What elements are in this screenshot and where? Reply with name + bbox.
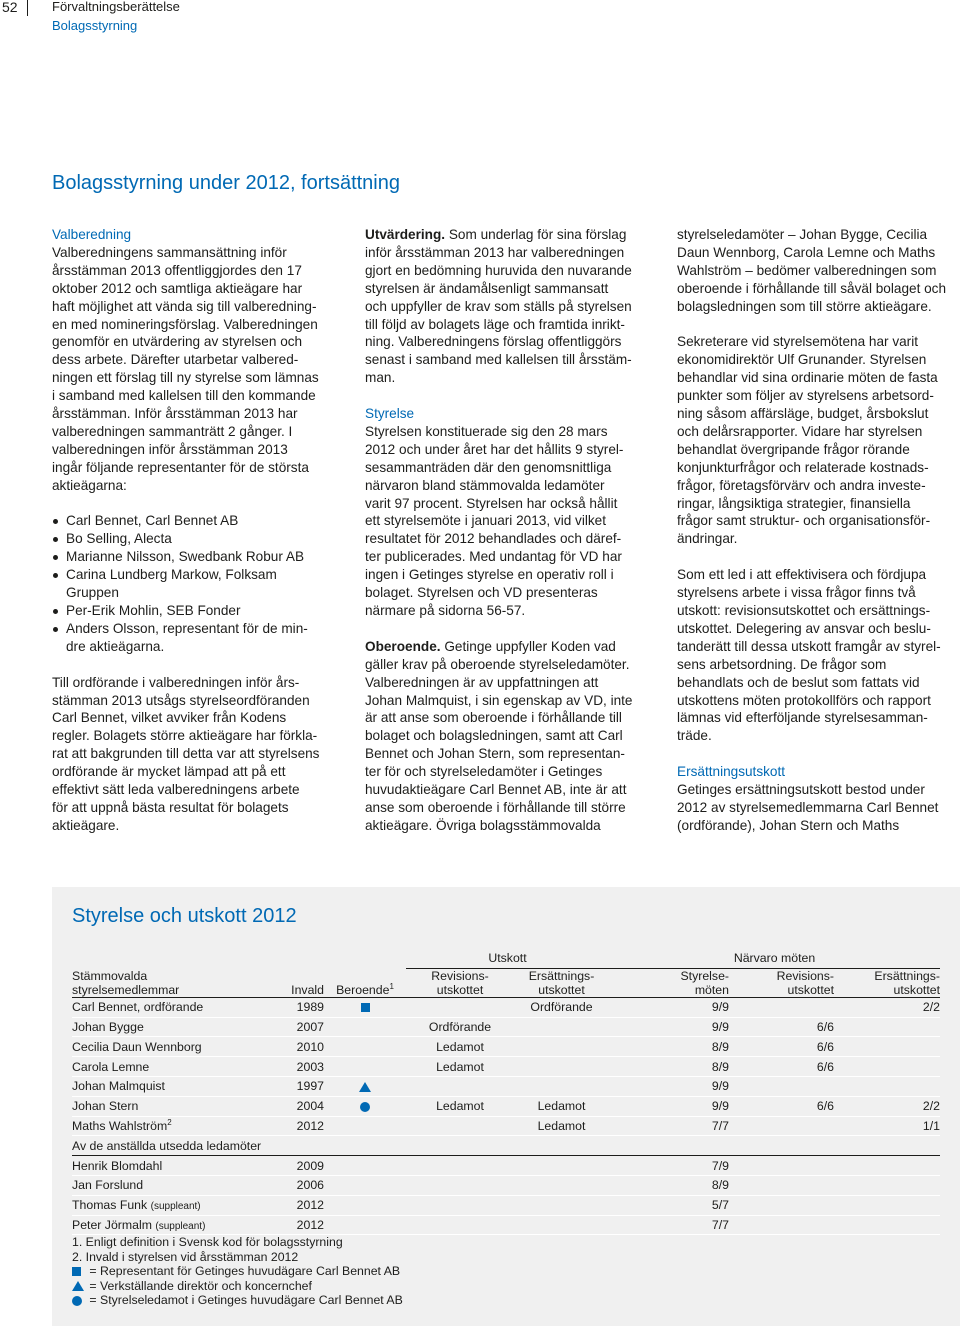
text-line: gäller krav på oberoende styrelseledamöter. bbox=[365, 656, 630, 672]
text-line: närmare på sidorna 56-57. bbox=[365, 603, 526, 619]
text-line: valberedningen sammanträtt 2 gånger. I bbox=[52, 423, 293, 439]
column-header-row bbox=[72, 968, 940, 997]
text-line: är att anse som oberoende i förhållande till bbox=[365, 710, 622, 726]
text-line: gjort en bedömning huruvida den nuvarande bbox=[365, 262, 632, 278]
oberoende-continued-text bbox=[677, 226, 960, 316]
name-header: Stämmovalda styrelsemedlemmar bbox=[72, 968, 240, 997]
text-line: bolagsledningen som till större aktieägare. bbox=[677, 298, 932, 314]
text-line: punkter som följer av styrelsens arbetsord- bbox=[677, 388, 934, 404]
bullet-icon bbox=[53, 537, 58, 542]
text-line: träde. bbox=[677, 728, 712, 744]
oberoende-text: Oberoende. Getinge uppfyller Koden vad gäller krav på oberoende styrelseledamöter. Valberedningen är av uppfattningen att Johan Malmquist, i sin egenskap av VD, inte är att anse som oberoende i förhållande till bolaget och bolagsledningen, samt att Carl Bennet och Johan Stern, som representan- ter för och styrelseledamöter i Getinges huvudaktieägare Carl Bennet AB, inte är att anse som oberoende i förhållande till större aktieägare. Övriga bolagsstämmovalda bbox=[365, 638, 655, 835]
text-line: styrelsens arbete i vissa frågor finns två bbox=[677, 585, 916, 601]
table-title: Styrelse och utskott 2012 bbox=[72, 905, 297, 927]
text-line: Carl Bennet, vilket avviker från Kodens bbox=[52, 710, 287, 726]
board-table bbox=[72, 949, 940, 1235]
text-line: 2012 av styrelsemedlemmarna Carl Bennet bbox=[677, 799, 939, 815]
text-line: närvaron bland stämmovalda ledamöter bbox=[365, 477, 605, 493]
list-item: Carina Lundberg Markow, Folksam Gruppen bbox=[52, 566, 344, 602]
text-line: aktieägarna: bbox=[52, 477, 127, 493]
text-line: valberedningen inför årsstämman 2013 bbox=[52, 441, 288, 457]
text-line: och uppfyller de krav som ställs på styrelsen bbox=[365, 298, 632, 314]
utvardering-label: Utvärdering. bbox=[365, 227, 446, 242]
text-line: ter för och styrelseledamöter i Getinges bbox=[365, 764, 603, 780]
utskott-text bbox=[677, 566, 960, 745]
text-line: lämnas vid efterföljande styrelsesamman- bbox=[677, 710, 928, 726]
text-line: anse som oberoende i förhållande till större bbox=[365, 799, 626, 815]
narvaro-group-header: Närvaro möten bbox=[609, 949, 940, 968]
table-row: Carola Lemne 2003 Ledamot 8/9 6/6 bbox=[72, 1057, 940, 1077]
text-line: och delårsrapporter. Vidare har styrelsen bbox=[677, 423, 923, 439]
square-icon bbox=[72, 1267, 81, 1276]
text-line: ingår följande representanter för de största bbox=[52, 459, 309, 475]
invald-header: Invald bbox=[240, 968, 324, 997]
footnote: 1. Enligt definition i Svensk kod för bolagsstyrning bbox=[72, 1235, 343, 1249]
table-row: Johan Bygge 2007 Ordförande 9/9 6/6 bbox=[72, 1017, 940, 1037]
styrelse-text bbox=[365, 423, 655, 620]
text-line: ning såsom affärsläge, budget, årsbokslut bbox=[677, 406, 929, 422]
styrelsemoten-header: Styrelse- möten bbox=[609, 968, 729, 997]
subsection-name: Bolagsstyrning bbox=[52, 18, 138, 33]
text-line: utskottet. Delegering av ansvar och beslu- bbox=[677, 620, 931, 636]
text-line: Johan Malmquist, i sin egenskap av VD, inte bbox=[365, 692, 633, 708]
text-line: inför årsstämman 2013 har valberedningen bbox=[365, 244, 625, 260]
text-line: behandlat övergripande frågor rörande bbox=[677, 441, 910, 457]
text-line: Till ordförande i valberedningen inför års- bbox=[52, 674, 300, 690]
table-row: Peter Jörmalm (suppleant) 2012 7/7 bbox=[72, 1215, 940, 1235]
text-line: årsstämman 2013 offentliggjordes den 17 bbox=[52, 262, 302, 278]
triangle-icon bbox=[359, 1082, 371, 1092]
table-row: Johan Malmquist 1997 9/9 bbox=[72, 1076, 940, 1096]
table-row: Jan Forslund 2006 8/9 bbox=[72, 1175, 940, 1195]
section-name: Förvaltningsberättelse bbox=[52, 0, 180, 14]
table-row: Henrik Blomdahl 2009 7/9 bbox=[72, 1156, 940, 1176]
beroende-header: Beroende$^1$ bbox=[324, 968, 406, 997]
sekreterare-text bbox=[677, 333, 960, 548]
text-line: styrelseledamöter – Johan Bygge, Cecilia bbox=[677, 227, 928, 242]
text-line: aktieägare. Övriga bolagsstämmovalda bbox=[365, 817, 601, 833]
text-line: utskott: revisionsutskottet och ersättnings- bbox=[677, 603, 931, 618]
text-line: Wahlström – bedömer valberedningen som bbox=[677, 262, 937, 278]
text-line: huvudaktieägare Carl Bennet AB, inte är att bbox=[365, 782, 627, 798]
narvaro-ersattningsutskott-header: Ersättnings- utskottet bbox=[834, 968, 940, 997]
text-line: ningen ett förslag till ny styrelse som lämnas bbox=[52, 370, 319, 386]
text-line: ter publicerades. Med undantag för VD har bbox=[365, 549, 622, 565]
square-icon bbox=[361, 1003, 370, 1012]
text-line: 2012 och under året har det hållits 9 styrel- bbox=[365, 441, 624, 457]
text-line: Valberedningen är av uppfattningen att bbox=[365, 674, 599, 690]
page-number: 52 bbox=[2, 0, 18, 15]
text-line: sesammanträden där den genomsnittliga bbox=[365, 459, 612, 475]
valberedning-text bbox=[52, 244, 344, 495]
text-line: regler. Bolagets större aktieägare har förkla- bbox=[52, 728, 318, 744]
ersattningsutskott-heading: Ersättningsutskott bbox=[677, 764, 786, 780]
text-line: tanderätt till dessa utskott framgår av styrel- bbox=[677, 638, 941, 654]
text-line: utskottens möten protokollförs och rapport bbox=[677, 692, 931, 708]
text-line: ingen i Getinges styrelse en operativ roll i bbox=[365, 567, 614, 583]
text-line: konjunkturfrågor och relaterade kostnads- bbox=[677, 459, 929, 475]
employee-group-row bbox=[72, 1136, 940, 1156]
text-line: senast i samband med kallelsen till årsstäm- bbox=[365, 352, 632, 368]
ersattningsutskott-text bbox=[677, 781, 960, 835]
text-line: Daun Wennborg, Carola Lemne och Maths bbox=[677, 244, 936, 260]
text-line: aktieägare. bbox=[52, 817, 120, 833]
utvardering-text: Utvärdering. Som underlag för sina förslag inför årsstämman 2013 har valberedningen gjort en bedömning huruvida den nuvarande styrelsen är ändamålsenligt sammansatt och uppfyller de krav som ställs på styrelsen till följd av bolagets läge och framtida inrikt- ning. Valberedningens förslag offentliggörs senast i samband med kallelsen till årsstäm- man. bbox=[365, 226, 655, 387]
text-line: haft möjlighet att vända sig till valberedning- bbox=[52, 298, 317, 314]
bullet-icon bbox=[53, 609, 58, 614]
text-line: Som ett led i att effektivisera och fördjupa bbox=[677, 567, 927, 583]
text-line: varit 97 procent. Styrelsen har också hållit bbox=[365, 495, 618, 511]
text-line: dess arbete. Därefter utarbetar valbered- bbox=[52, 352, 299, 368]
list-item: Per-Erik Mohlin, SEB Fonder bbox=[52, 602, 344, 620]
table-row: Thomas Funk (suppleant) 2012 5/7 bbox=[72, 1195, 940, 1215]
ordforande-text bbox=[52, 674, 344, 835]
text-line: Valberedningens sammansättning inför bbox=[52, 244, 287, 260]
circle-icon bbox=[360, 1102, 370, 1112]
legend-item: = Styrelseledamot i Getinges huvudägare Carl Bennet AB bbox=[72, 1293, 403, 1308]
representatives-list bbox=[52, 512, 344, 655]
text-line: ändringar. bbox=[677, 531, 738, 547]
page-title: Bolagsstyrning under 2012, fortsättning bbox=[52, 172, 400, 194]
group-header-row bbox=[72, 949, 940, 968]
bullet-icon bbox=[53, 573, 58, 578]
column-2 bbox=[365, 226, 655, 835]
text-line: sens arbetsordning. De frågor som bbox=[677, 656, 887, 672]
text-line: rat att bakgrunden till detta var att styrelsens bbox=[52, 746, 320, 762]
text-line: ett styrelsemöte i januari 2013, vid vilket bbox=[365, 513, 607, 529]
ersattningsutskott-header: Ersättnings- utskottet bbox=[514, 968, 609, 997]
text-line: frågor, företagsförvärv och andra investe- bbox=[677, 477, 926, 493]
list-item: Bo Selling, Alecta bbox=[52, 530, 344, 548]
oberoende-label: Oberoende. bbox=[365, 638, 441, 654]
text-line: man. bbox=[365, 370, 396, 386]
footnote: 2. Invald i styrelsen vid årsstämman 2012 bbox=[72, 1249, 299, 1264]
board-committee-panel bbox=[52, 887, 960, 1326]
table-row: Johan Stern 2004 Ledamot Ledamot 9/9 6/6 2/2 bbox=[72, 1096, 940, 1116]
text-line: stämman 2013 utsågs styrelseordföranden bbox=[52, 692, 310, 708]
text-line: oberoende i förhållande till såväl bolaget och bbox=[677, 280, 947, 296]
table-row: Cecilia Daun Wennborg 2010 Ledamot 8/9 6/6 bbox=[72, 1037, 940, 1057]
text-line: Bennet och Johan Stern, som representan- bbox=[365, 746, 625, 762]
text-line: i samband med kallelsen till den kommande bbox=[52, 388, 316, 404]
text-line: genomför en utvärdering av styrelsen och bbox=[52, 334, 303, 350]
bullet-icon bbox=[53, 519, 58, 524]
text-line: Styrelsen konstituerade sig den 28 mars bbox=[365, 423, 608, 439]
utskott-group-header: Utskott bbox=[406, 949, 609, 968]
list-item: Carl Bennet, Carl Bennet AB bbox=[52, 512, 344, 530]
text-line: årsstämman. Inför årsstämman 2013 har bbox=[52, 406, 298, 422]
text-line: frågor samt struktur- och organisationsför- bbox=[677, 513, 931, 529]
column-1 bbox=[52, 226, 344, 835]
valberedning-heading: Valberedning bbox=[52, 227, 132, 242]
text-line: (ordförande), Johan Stern och Maths bbox=[677, 817, 900, 833]
table-footnotes bbox=[72, 1235, 403, 1308]
text-line: bolaget och bolagsledningen, samt att Carl bbox=[365, 728, 623, 744]
text-line: styrelsen är ändamålsenligt sammansatt bbox=[365, 280, 609, 296]
text-line: behandlats och de beslut som fattats vid bbox=[677, 674, 920, 690]
table-row: Maths Wahlström$^2$ 2012 Ledamot 7/7 1/1 bbox=[72, 1116, 940, 1136]
text-line: bolaget. Styrelsen och VD presenteras bbox=[365, 585, 598, 601]
bullet-icon bbox=[53, 627, 58, 632]
page-number-divider bbox=[27, 0, 28, 16]
text-line: oktober 2012 och samtliga aktieägare har bbox=[52, 280, 303, 296]
text-line: behandlar vid sina ordinarie möten de fasta bbox=[677, 370, 938, 386]
text-line: för att uppnå bästa resultat för bolagets bbox=[52, 799, 289, 815]
styrelse-heading: Styrelse bbox=[365, 406, 415, 422]
narvaro-revisionsutskott-header: Revisions- utskottet bbox=[729, 968, 834, 997]
list-item: Anders Olsson, representant för de min- dre aktieägarna. bbox=[52, 620, 344, 656]
bullet-icon bbox=[53, 555, 58, 560]
revisionsutskott-header: Revisions- utskottet bbox=[406, 968, 514, 997]
text-line: ning. Valberedningens förslag offentliggörs bbox=[365, 334, 622, 350]
list-item: Marianne Nilsson, Swedbank Robur AB bbox=[52, 548, 344, 566]
column-3 bbox=[677, 226, 960, 835]
legend-item: = Representant för Getinges huvudägare Carl Bennet AB bbox=[72, 1264, 403, 1279]
text-line: ekonomidirektör Ulf Grunander. Styrelsen bbox=[677, 352, 927, 368]
text-line: en med nomineringsförslag. Valberedningen bbox=[52, 316, 318, 332]
text-line: resultatet för 2012 behandlades och däref- bbox=[365, 531, 622, 547]
text-line: effektivt sätt leda valberedningens arbete bbox=[52, 782, 300, 798]
text-line: Getinges ersättningsutskott bestod under bbox=[677, 782, 925, 798]
triangle-icon bbox=[72, 1281, 84, 1291]
legend-item: = Verkställande direktör och koncernchef bbox=[72, 1279, 403, 1294]
text-line: till följd av bolagets läge och framtida inrikt- bbox=[365, 316, 625, 332]
circle-icon bbox=[72, 1296, 82, 1306]
employee-group-label: Av de anställda utsedda ledamöter bbox=[72, 1136, 940, 1156]
text-line: ordförande är mycket lämpad att på ett bbox=[52, 764, 286, 780]
text-line: Sekreterare vid styrelsemötena har varit bbox=[677, 334, 919, 350]
text-line: ringar, långsiktiga strategier, finansiella bbox=[677, 495, 911, 511]
table-row: Carl Bennet, ordförande 1989 Ordförande 9/9 2/2 bbox=[72, 997, 940, 1017]
